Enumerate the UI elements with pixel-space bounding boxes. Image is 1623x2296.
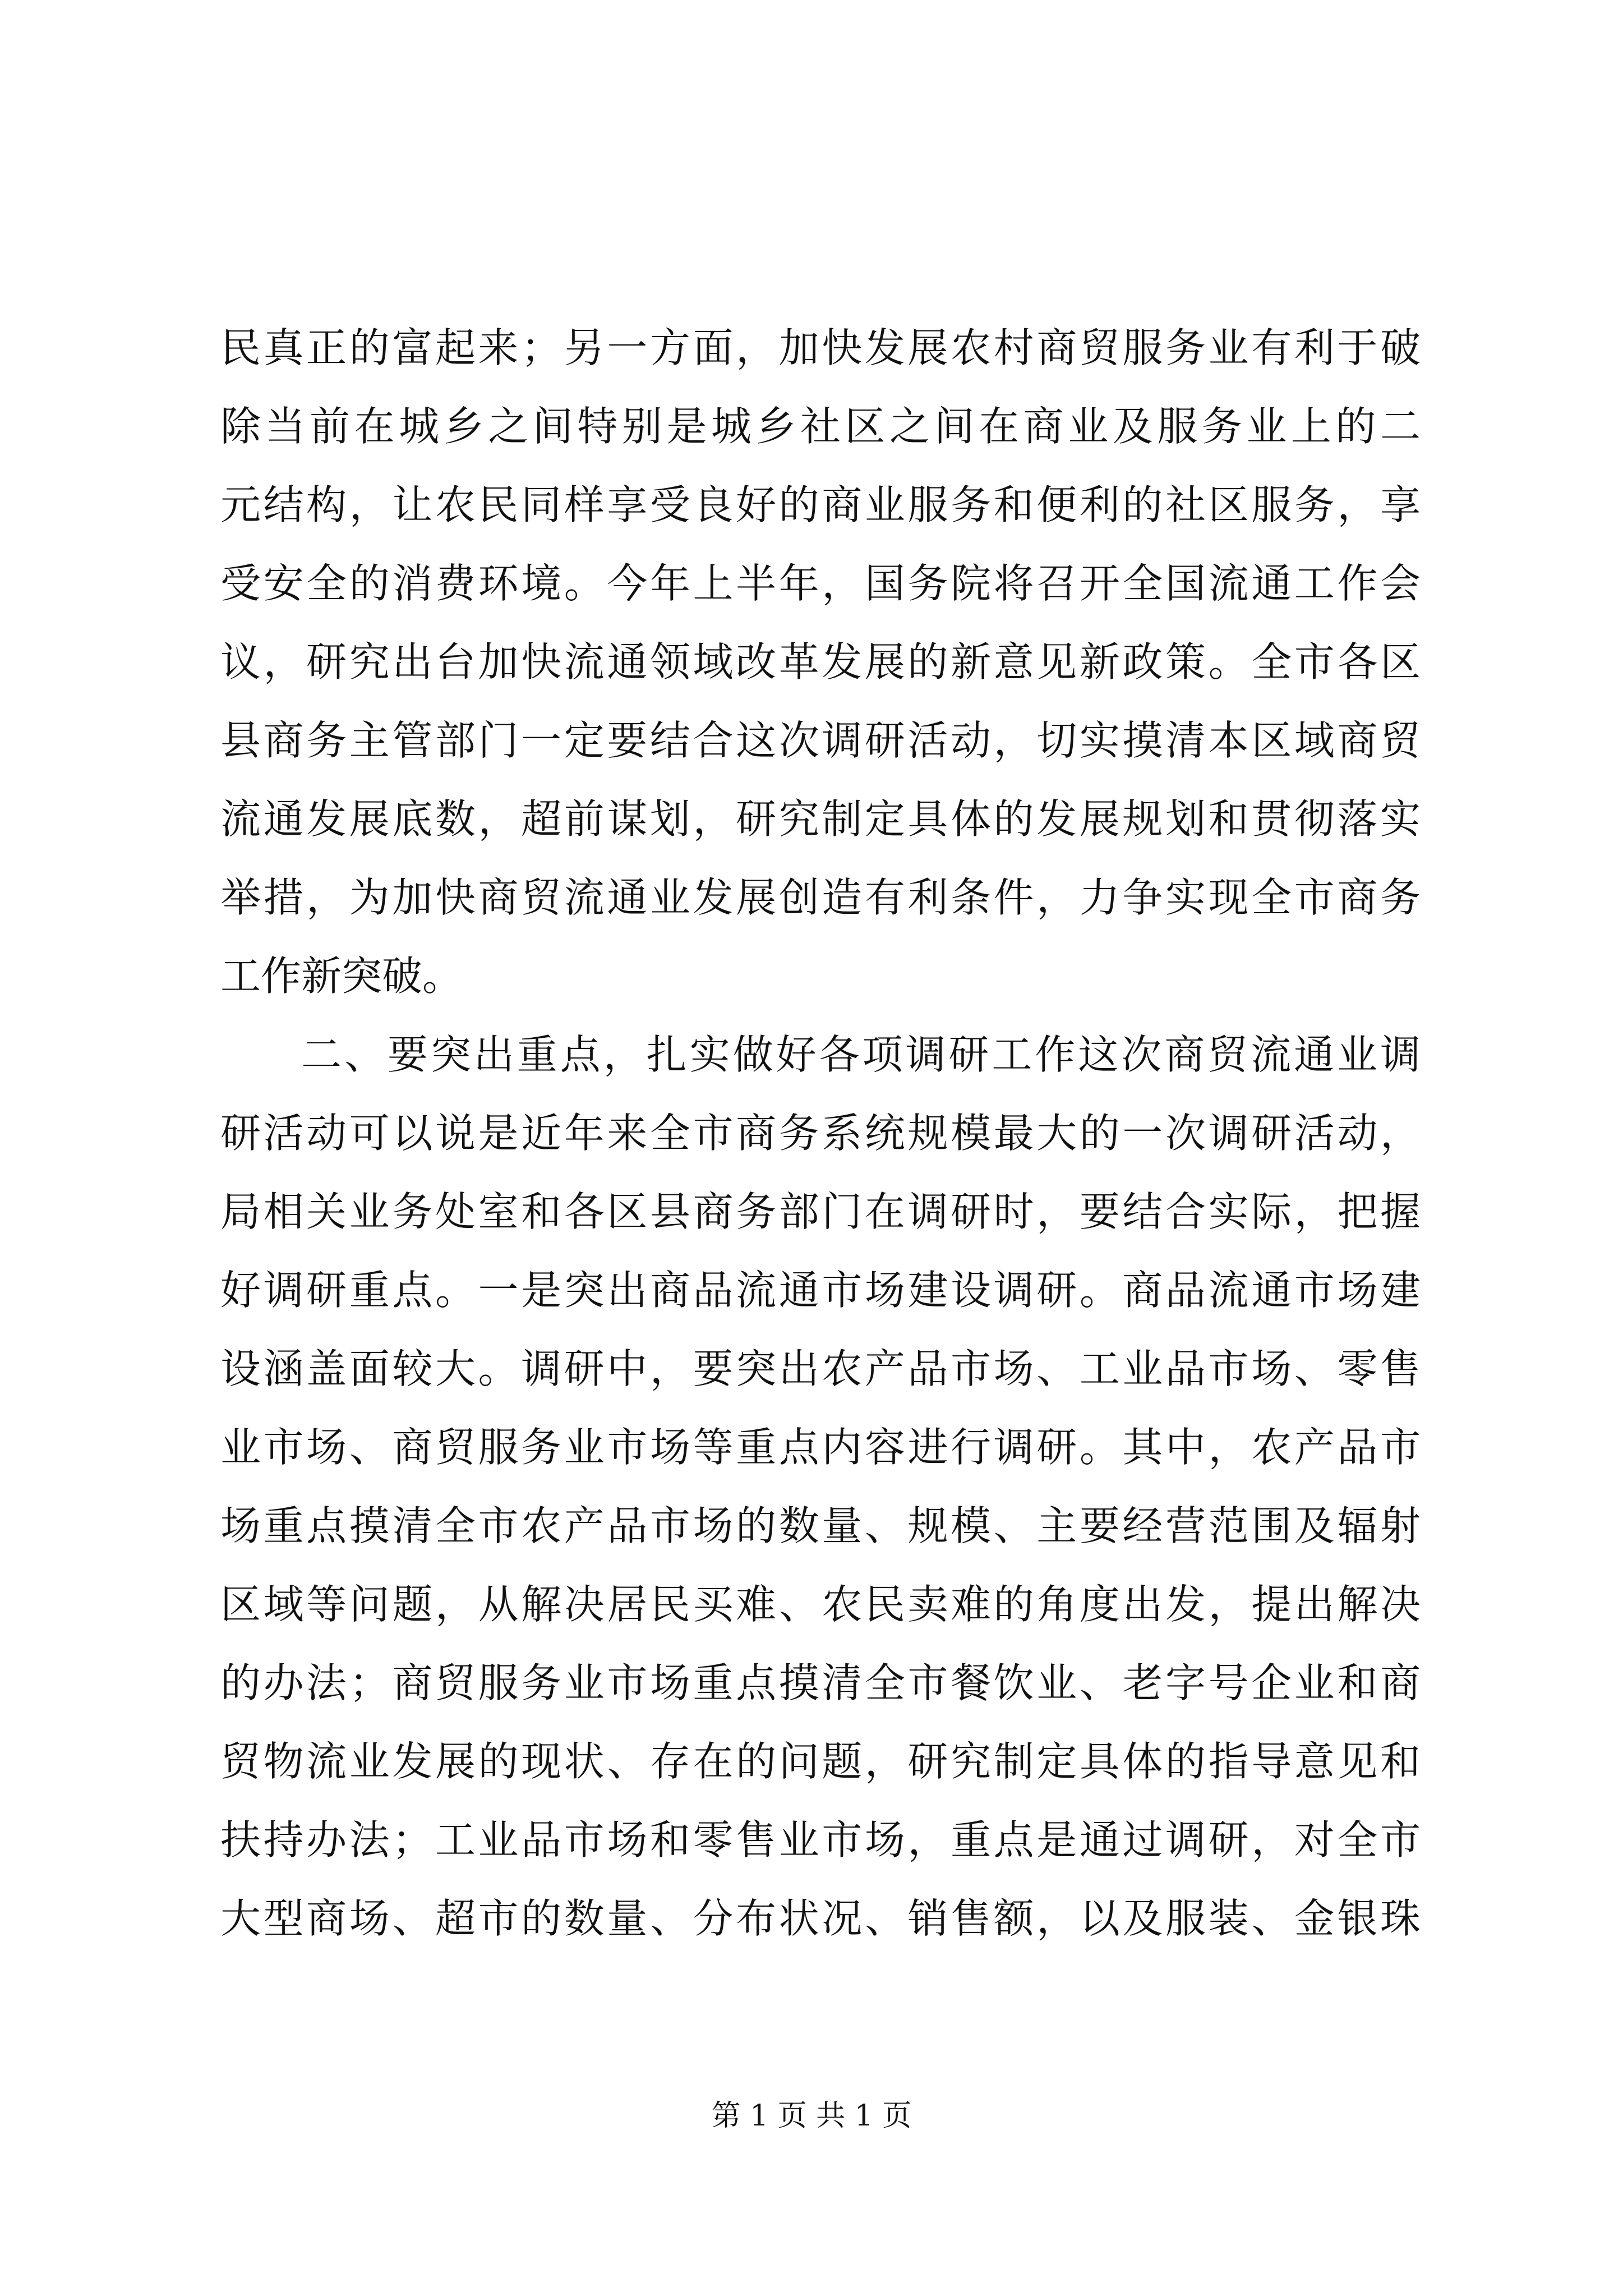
text-line: 除当前在城乡之间特别是城乡社区之间在商业及服务业上的二 [220, 403, 1421, 450]
text-line: 扶持办法；工业品市场和零售业市场，重点是通过调研，对全市 [220, 1816, 1421, 1864]
text-line: 工作新突破。 [220, 953, 463, 1000]
text-line: 举措，为加快商贸流通业发展创造有利条件，力争实现全市商务 [220, 874, 1421, 921]
page-number-label: 第 1 页 共 1 页 [711, 2099, 912, 2133]
text-line: 研活动可以说是近年来全市商务系统规模最大的一次调研活动， [220, 1110, 1421, 1157]
text-line: 场重点摸清全市农产品市场的数量、规模、主要经营范围及辐射 [220, 1502, 1421, 1549]
text-line: 元结构，让农民同样享受良好的商业服务和便利的社区服务，享 [220, 481, 1421, 528]
text-line: 的办法；商贸服务业市场重点摸清全市餐饮业、老字号企业和商 [220, 1659, 1421, 1706]
text-line: 议，研究出台加快流通领域改革发展的新意见新政策。全市各区 [220, 638, 1421, 685]
text-line: 贸物流业发展的现状、存在的问题，研究制定具体的指导意见和 [220, 1738, 1421, 1785]
text-line: 局相关业务处室和各区县商务部门在调研时，要结合实际，把握 [220, 1188, 1421, 1235]
text-line: 区域等问题，从解决居民买难、农民卖难的角度出发，提出解决 [220, 1581, 1421, 1628]
page-footer [0, 2096, 1623, 2136]
text-line: 民真正的富起来；另一方面，加快发展农村商贸服务业有利于破 [220, 324, 1421, 371]
text-line: 设涵盖面较大。调研中，要突出农产品市场、工业品市场、零售 [220, 1345, 1421, 1392]
text-line: 流通发展底数，超前谋划，研究制定具体的发展规划和贯彻落实 [220, 795, 1421, 843]
text-line: 县商务主管部门一定要结合这次调研活动，切实摸清本区域商贸 [220, 717, 1421, 764]
section-heading-line: 二、要突出重点，扎实做好各项调研工作这次商贸流通业调 [301, 1031, 1421, 1078]
text-line: 业市场、商贸服务业市场等重点内容进行调研。其中，农产品市 [220, 1424, 1421, 1471]
text-line: 受安全的消费环境。今年上半年，国务院将召开全国流通工作会 [220, 560, 1421, 607]
text-line: 好调研重点。一是突出商品流通市场建设调研。商品流通市场建 [220, 1267, 1421, 1314]
text-line: 大型商场、超市的数量、分布状况、销售额，以及服装、金银珠 [220, 1895, 1421, 1942]
document-body [220, 309, 1421, 1958]
